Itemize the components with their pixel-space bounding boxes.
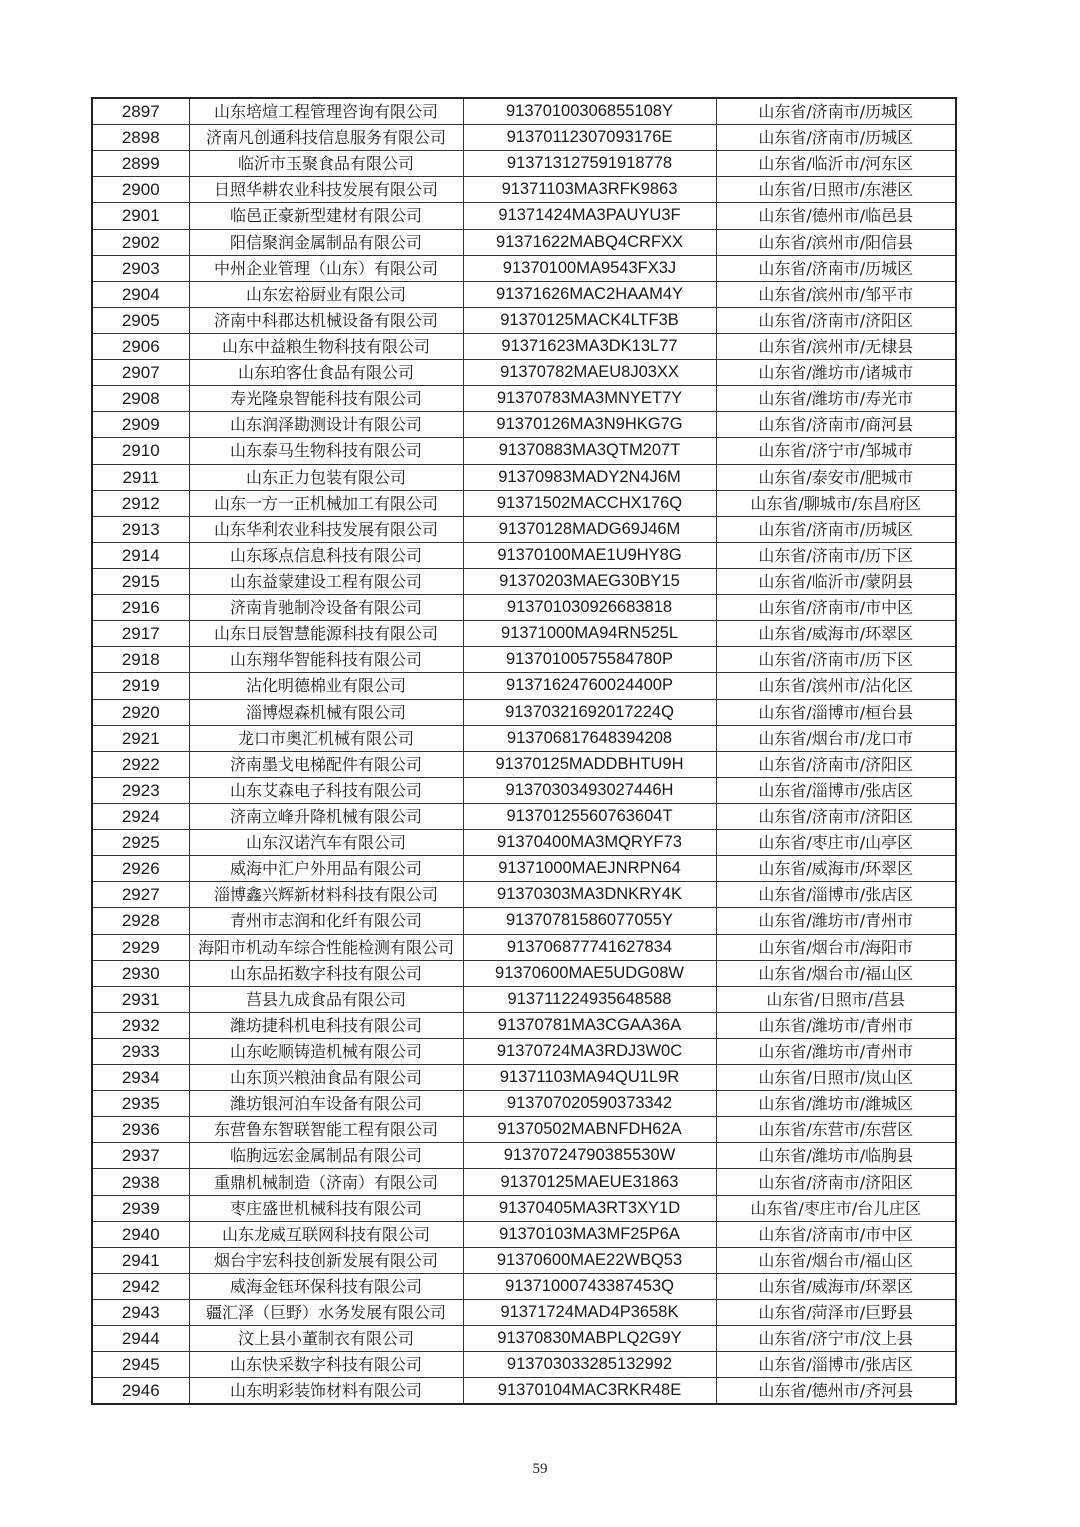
credit-code-cell: 91371626MAC2HAAM4Y	[463, 281, 716, 307]
company-name-cell: 山东宏裕厨业有限公司	[189, 281, 463, 307]
company-name-cell: 阳信聚润金属制品有限公司	[189, 229, 463, 255]
table-row	[92, 1273, 956, 1299]
location-cell: 山东省/潍坊市/诸城市	[716, 360, 956, 386]
credit-code-cell: 91371000MA94RN525L	[463, 621, 716, 647]
location-cell: 山东省/潍坊市/潍城区	[716, 1091, 956, 1117]
credit-code-cell: 91370104MAC3RKR48E	[463, 1378, 716, 1405]
credit-code-cell: 91370112307093176E	[463, 125, 716, 151]
row-number-cell: 2910	[92, 438, 189, 464]
credit-code-cell: 91370100MAE1U9HY8G	[463, 542, 716, 568]
table-row	[92, 960, 956, 986]
location-cell: 山东省/烟台市/福山区	[716, 1247, 956, 1273]
company-name-cell: 山东珀客仕食品有限公司	[189, 360, 463, 386]
location-cell: 山东省/潍坊市/青州市	[716, 908, 956, 934]
row-number-cell: 2907	[92, 360, 189, 386]
company-name-cell: 山东琢点信息科技有限公司	[189, 542, 463, 568]
row-number-cell: 2909	[92, 412, 189, 438]
company-name-cell: 莒县九成食品有限公司	[189, 986, 463, 1012]
company-name-cell: 山东润泽勘测设计有限公司	[189, 412, 463, 438]
company-name-cell: 济南中科郡达机械设备有限公司	[189, 307, 463, 333]
table-row	[92, 255, 956, 281]
row-number-cell: 2941	[92, 1247, 189, 1273]
credit-code-cell: 91370125MADDBHTU9H	[463, 751, 716, 777]
company-name-cell: 威海金钰环保科技有限公司	[189, 1273, 463, 1299]
row-number-cell: 2917	[92, 621, 189, 647]
credit-code-cell: 91370502MABNFDH62A	[463, 1117, 716, 1143]
row-number-cell: 2922	[92, 751, 189, 777]
table-row	[92, 1326, 956, 1352]
location-cell: 山东省/济宁市/邹城市	[716, 438, 956, 464]
location-cell: 山东省/济南市/商河县	[716, 412, 956, 438]
credit-code-cell: 91370100MA9543FX3J	[463, 255, 716, 281]
location-cell: 山东省/滨州市/沾化区	[716, 673, 956, 699]
company-name-cell: 山东翔华智能科技有限公司	[189, 647, 463, 673]
row-number-cell: 2902	[92, 229, 189, 255]
company-name-cell: 山东日辰智慧能源科技有限公司	[189, 621, 463, 647]
company-name-cell: 淄博煜森机械有限公司	[189, 699, 463, 725]
credit-code-cell: 91370724MA3RDJ3W0C	[463, 1038, 716, 1064]
credit-code-cell: 91371103MA94QU1L9R	[463, 1065, 716, 1091]
company-name-cell: 枣庄盛世机械科技有限公司	[189, 1195, 463, 1221]
row-number-cell: 2923	[92, 777, 189, 803]
table-row	[92, 490, 956, 516]
company-name-cell: 济南肯驰制冷设备有限公司	[189, 595, 463, 621]
location-cell: 山东省/烟台市/海阳市	[716, 934, 956, 960]
table-row	[92, 1117, 956, 1143]
location-cell: 山东省/烟台市/龙口市	[716, 725, 956, 751]
table-row	[92, 203, 956, 229]
table-row	[92, 1143, 956, 1169]
row-number-cell: 2930	[92, 960, 189, 986]
row-number-cell: 2946	[92, 1378, 189, 1405]
table-row	[92, 125, 956, 151]
company-name-cell: 烟台宇宏科技创新发展有限公司	[189, 1247, 463, 1273]
table-row	[92, 360, 956, 386]
company-name-cell: 临朐远宏金属制品有限公司	[189, 1143, 463, 1169]
row-number-cell: 2935	[92, 1091, 189, 1117]
row-number-cell: 2898	[92, 125, 189, 151]
row-number-cell: 2944	[92, 1326, 189, 1352]
credit-code-cell: 913706817648394208	[463, 725, 716, 751]
row-number-cell: 2920	[92, 699, 189, 725]
location-cell: 山东省/威海市/环翠区	[716, 621, 956, 647]
row-number-cell: 2899	[92, 151, 189, 177]
location-cell: 山东省/济南市/济阳区	[716, 307, 956, 333]
location-cell: 山东省/东营市/东营区	[716, 1117, 956, 1143]
table-row	[92, 856, 956, 882]
credit-code-cell: 91370983MADY2N4J6M	[463, 464, 716, 490]
location-cell: 山东省/日照市/东港区	[716, 177, 956, 203]
credit-code-cell: 913711224935648588	[463, 986, 716, 1012]
credit-code-cell: 91371622MABQ4CRFXX	[463, 229, 716, 255]
table-body	[92, 98, 956, 1404]
location-cell: 山东省/济南市/市中区	[716, 1221, 956, 1247]
row-number-cell: 2940	[92, 1221, 189, 1247]
table-row	[92, 568, 956, 594]
company-name-cell: 寿光隆泉智能科技有限公司	[189, 386, 463, 412]
company-name-cell: 山东正力包装有限公司	[189, 464, 463, 490]
location-cell: 山东省/德州市/临邑县	[716, 203, 956, 229]
credit-code-cell: 91370724790385530W	[463, 1143, 716, 1169]
location-cell: 山东省/济南市/济阳区	[716, 1169, 956, 1195]
credit-code-cell: 91370100306855108Y	[463, 98, 716, 125]
table-row	[92, 333, 956, 359]
company-name-cell: 济南墨戈电梯配件有限公司	[189, 751, 463, 777]
location-cell: 山东省/菏泽市/巨野县	[716, 1300, 956, 1326]
location-cell: 山东省/日照市/莒县	[716, 986, 956, 1012]
table-row	[92, 151, 956, 177]
table-row	[92, 751, 956, 777]
company-name-cell: 济南凡创通科技信息服务有限公司	[189, 125, 463, 151]
credit-code-cell: 91370103MA3MF25P6A	[463, 1221, 716, 1247]
row-number-cell: 2897	[92, 98, 189, 125]
credit-code-cell: 91370303MA3DNKRY4K	[463, 882, 716, 908]
table-row	[92, 1195, 956, 1221]
company-name-cell: 山东品拓数字科技有限公司	[189, 960, 463, 986]
location-cell: 山东省/淄博市/张店区	[716, 882, 956, 908]
company-name-cell: 山东泰马生物科技有限公司	[189, 438, 463, 464]
company-name-cell: 日照华耕农业科技发展有限公司	[189, 177, 463, 203]
company-name-cell: 山东益蒙建设工程有限公司	[189, 568, 463, 594]
table-row	[92, 98, 956, 125]
credit-code-cell: 91370303493027446H	[463, 777, 716, 803]
credit-code-cell: 91370400MA3MQRYF73	[463, 830, 716, 856]
table-row	[92, 673, 956, 699]
table-row	[92, 412, 956, 438]
table-row	[92, 542, 956, 568]
location-cell: 山东省/济南市/市中区	[716, 595, 956, 621]
row-number-cell: 2931	[92, 986, 189, 1012]
credit-code-cell: 91371502MACCHX176Q	[463, 490, 716, 516]
company-name-cell: 山东快采数字科技有限公司	[189, 1352, 463, 1378]
credit-code-cell: 91370830MABPLQ2G9Y	[463, 1326, 716, 1352]
credit-code-cell: 913706877741627834	[463, 934, 716, 960]
credit-code-cell: 91370405MA3RT3XY1D	[463, 1195, 716, 1221]
table-row	[92, 882, 956, 908]
credit-code-cell: 91371624760024400P	[463, 673, 716, 699]
location-cell: 山东省/潍坊市/临朐县	[716, 1143, 956, 1169]
row-number-cell: 2936	[92, 1117, 189, 1143]
location-cell: 山东省/淄博市/张店区	[716, 1352, 956, 1378]
company-name-cell: 山东中益粮生物科技有限公司	[189, 333, 463, 359]
table-row	[92, 464, 956, 490]
location-cell: 山东省/济南市/历下区	[716, 647, 956, 673]
table-row	[92, 516, 956, 542]
row-number-cell: 2928	[92, 908, 189, 934]
company-name-cell: 山东华利农业科技发展有限公司	[189, 516, 463, 542]
row-number-cell: 2937	[92, 1143, 189, 1169]
credit-code-cell: 91370783MA3MNYET7Y	[463, 386, 716, 412]
table-row	[92, 177, 956, 203]
row-number-cell: 2915	[92, 568, 189, 594]
company-name-cell: 疆汇泽（巨野）水务发展有限公司	[189, 1300, 463, 1326]
row-number-cell: 2911	[92, 464, 189, 490]
row-number-cell: 2903	[92, 255, 189, 281]
credit-code-cell: 91371000MAEJNRPN64	[463, 856, 716, 882]
company-name-cell: 临邑正豪新型建材有限公司	[189, 203, 463, 229]
credit-code-cell: 91370781586077055Y	[463, 908, 716, 934]
location-cell: 山东省/枣庄市/山亭区	[716, 830, 956, 856]
credit-code-cell: 91371623MA3DK13L77	[463, 333, 716, 359]
table-row	[92, 1038, 956, 1064]
row-number-cell: 2934	[92, 1065, 189, 1091]
table-row	[92, 307, 956, 333]
credit-code-cell: 91371000743387453Q	[463, 1273, 716, 1299]
location-cell: 山东省/济南市/历城区	[716, 98, 956, 125]
credit-code-cell: 91370203MAEG30BY15	[463, 568, 716, 594]
table-row	[92, 725, 956, 751]
location-cell: 山东省/济宁市/汶上县	[716, 1326, 956, 1352]
table-row	[92, 595, 956, 621]
table-row	[92, 1012, 956, 1038]
location-cell: 山东省/济南市/济阳区	[716, 751, 956, 777]
credit-code-cell: 91370126MA3N9HKG7G	[463, 412, 716, 438]
location-cell: 山东省/济南市/历城区	[716, 516, 956, 542]
table-row	[92, 1378, 956, 1405]
table-row	[92, 1352, 956, 1378]
company-name-cell: 山东一方一正机械加工有限公司	[189, 490, 463, 516]
page-number: 59	[532, 1461, 548, 1477]
credit-code-cell: 91370128MADG69J46M	[463, 516, 716, 542]
company-name-cell: 山东龙威互联网科技有限公司	[189, 1221, 463, 1247]
company-name-cell: 临沂市玉聚食品有限公司	[189, 151, 463, 177]
row-number-cell: 2932	[92, 1012, 189, 1038]
location-cell: 山东省/淄博市/桓台县	[716, 699, 956, 725]
credit-code-cell: 91370100575584780P	[463, 647, 716, 673]
table-row	[92, 229, 956, 255]
table-row	[92, 803, 956, 829]
company-name-cell: 沾化明德棉业有限公司	[189, 673, 463, 699]
row-number-cell: 2926	[92, 856, 189, 882]
row-number-cell: 2945	[92, 1352, 189, 1378]
table-row	[92, 699, 956, 725]
credit-code-cell: 91370883MA3QTM207T	[463, 438, 716, 464]
company-name-cell: 龙口市奥汇机械有限公司	[189, 725, 463, 751]
row-number-cell: 2900	[92, 177, 189, 203]
table-row	[92, 986, 956, 1012]
company-name-cell: 山东顶兴粮油食品有限公司	[189, 1065, 463, 1091]
credit-code-cell: 91370600MAE5UDG08W	[463, 960, 716, 986]
credit-code-cell: 91370702059037334​2	[463, 1091, 716, 1117]
company-name-cell: 山东屹顺铸造机械有限公司	[189, 1038, 463, 1064]
row-number-cell: 2905	[92, 307, 189, 333]
table-row	[92, 1300, 956, 1326]
table-row	[92, 281, 956, 307]
location-cell: 山东省/泰安市/肥城市	[716, 464, 956, 490]
table-row	[92, 386, 956, 412]
company-name-cell: 海阳市机动车综合性能检测有限公司	[189, 934, 463, 960]
credit-code-cell: 91370600MAE22WBQ53	[463, 1247, 716, 1273]
company-list-table	[91, 97, 957, 1405]
row-number-cell: 2921	[92, 725, 189, 751]
row-number-cell: 2908	[92, 386, 189, 412]
table-row	[92, 647, 956, 673]
credit-code-cell: 91370125560763604T	[463, 803, 716, 829]
location-cell: 山东省/临沂市/河东区	[716, 151, 956, 177]
company-name-cell: 东营鲁东智联智能工程有限公司	[189, 1117, 463, 1143]
company-name-cell: 潍坊银河泊车设备有限公司	[189, 1091, 463, 1117]
credit-code-cell: 913703033285132992	[463, 1352, 716, 1378]
table-row	[92, 621, 956, 647]
location-cell: 山东省/潍坊市/青州市	[716, 1038, 956, 1064]
location-cell: 山东省/威海市/环翠区	[716, 856, 956, 882]
company-name-cell: 济南立峰升降机械有限公司	[189, 803, 463, 829]
row-number-cell: 2904	[92, 281, 189, 307]
credit-code-cell: 91370125MAEUE31863	[463, 1169, 716, 1195]
row-number-cell: 2943	[92, 1300, 189, 1326]
table-row	[92, 934, 956, 960]
credit-code-cell: 91371312759191877​8	[463, 151, 716, 177]
table-row	[92, 438, 956, 464]
row-number-cell: 2938	[92, 1169, 189, 1195]
location-cell: 山东省/滨州市/邹平市	[716, 281, 956, 307]
company-name-cell: 山东培煊工程管理咨询有限公司	[189, 98, 463, 125]
table-row	[92, 830, 956, 856]
company-name-cell: 潍坊捷科机电科技有限公司	[189, 1012, 463, 1038]
table-row	[92, 1221, 956, 1247]
credit-code-cell: 91370781MA3CGAA36A	[463, 1012, 716, 1038]
location-cell: 山东省/济南市/济阳区	[716, 803, 956, 829]
company-name-cell: 重鼎机械制造（济南）有限公司	[189, 1169, 463, 1195]
location-cell: 山东省/济南市/历下区	[716, 542, 956, 568]
company-name-cell: 山东汉诺汽车有限公司	[189, 830, 463, 856]
location-cell: 山东省/日照市/岚山区	[716, 1065, 956, 1091]
location-cell: 山东省/济南市/历城区	[716, 125, 956, 151]
credit-code-cell: 91370321692017224Q	[463, 699, 716, 725]
credit-code-cell: 91371103MA3RFK9863	[463, 177, 716, 203]
location-cell: 山东省/聊城市/东昌府区	[716, 490, 956, 516]
company-name-cell: 山东艾森电子科技有限公司	[189, 777, 463, 803]
credit-code-cell: 91371424MA3PAUYU3F	[463, 203, 716, 229]
company-name-cell: 中州企业管理（山东）有限公司	[189, 255, 463, 281]
row-number-cell: 2933	[92, 1038, 189, 1064]
row-number-cell: 2916	[92, 595, 189, 621]
table-row	[92, 1169, 956, 1195]
table-row	[92, 1247, 956, 1273]
row-number-cell: 2925	[92, 830, 189, 856]
location-cell: 山东省/潍坊市/青州市	[716, 1012, 956, 1038]
location-cell: 山东省/临沂市/蒙阴县	[716, 568, 956, 594]
row-number-cell: 2906	[92, 333, 189, 359]
location-cell: 山东省/烟台市/福山区	[716, 960, 956, 986]
table-row	[92, 1091, 956, 1117]
company-name-cell: 汶上县小董制衣有限公司	[189, 1326, 463, 1352]
row-number-cell: 2919	[92, 673, 189, 699]
location-cell: 山东省/德州市/齐河县	[716, 1378, 956, 1405]
location-cell: 山东省/威海市/环翠区	[716, 1273, 956, 1299]
company-name-cell: 淄博鑫兴辉新材料科技有限公司	[189, 882, 463, 908]
row-number-cell: 2913	[92, 516, 189, 542]
table-row	[92, 908, 956, 934]
row-number-cell: 2912	[92, 490, 189, 516]
row-number-cell: 2927	[92, 882, 189, 908]
row-number-cell: 2942	[92, 1273, 189, 1299]
location-cell: 山东省/滨州市/无棣县	[716, 333, 956, 359]
location-cell: 山东省/济南市/历城区	[716, 255, 956, 281]
company-name-cell: 山东明彩装饰材料有限公司	[189, 1378, 463, 1405]
location-cell: 山东省/枣庄市/台儿庄区	[716, 1195, 956, 1221]
row-number-cell: 2939	[92, 1195, 189, 1221]
table-row	[92, 777, 956, 803]
credit-code-cell: 913701030926683818	[463, 595, 716, 621]
location-cell: 山东省/淄博市/张店区	[716, 777, 956, 803]
credit-code-cell: 91370782MAEU8J03XX	[463, 360, 716, 386]
credit-code-cell: 91370125MACK4LTF3B	[463, 307, 716, 333]
company-name-cell: 青州市志润和化纤有限公司	[189, 908, 463, 934]
row-number-cell: 2929	[92, 934, 189, 960]
location-cell: 山东省/滨州市/阳信县	[716, 229, 956, 255]
credit-code-cell: 91371724MAD4P3658K	[463, 1300, 716, 1326]
location-cell: 山东省/潍坊市/寿光市	[716, 386, 956, 412]
company-name-cell: 威海中汇户外用品有限公司	[189, 856, 463, 882]
row-number-cell: 2901	[92, 203, 189, 229]
row-number-cell: 2914	[92, 542, 189, 568]
row-number-cell: 2924	[92, 803, 189, 829]
table-row	[92, 1065, 956, 1091]
row-number-cell: 2918	[92, 647, 189, 673]
